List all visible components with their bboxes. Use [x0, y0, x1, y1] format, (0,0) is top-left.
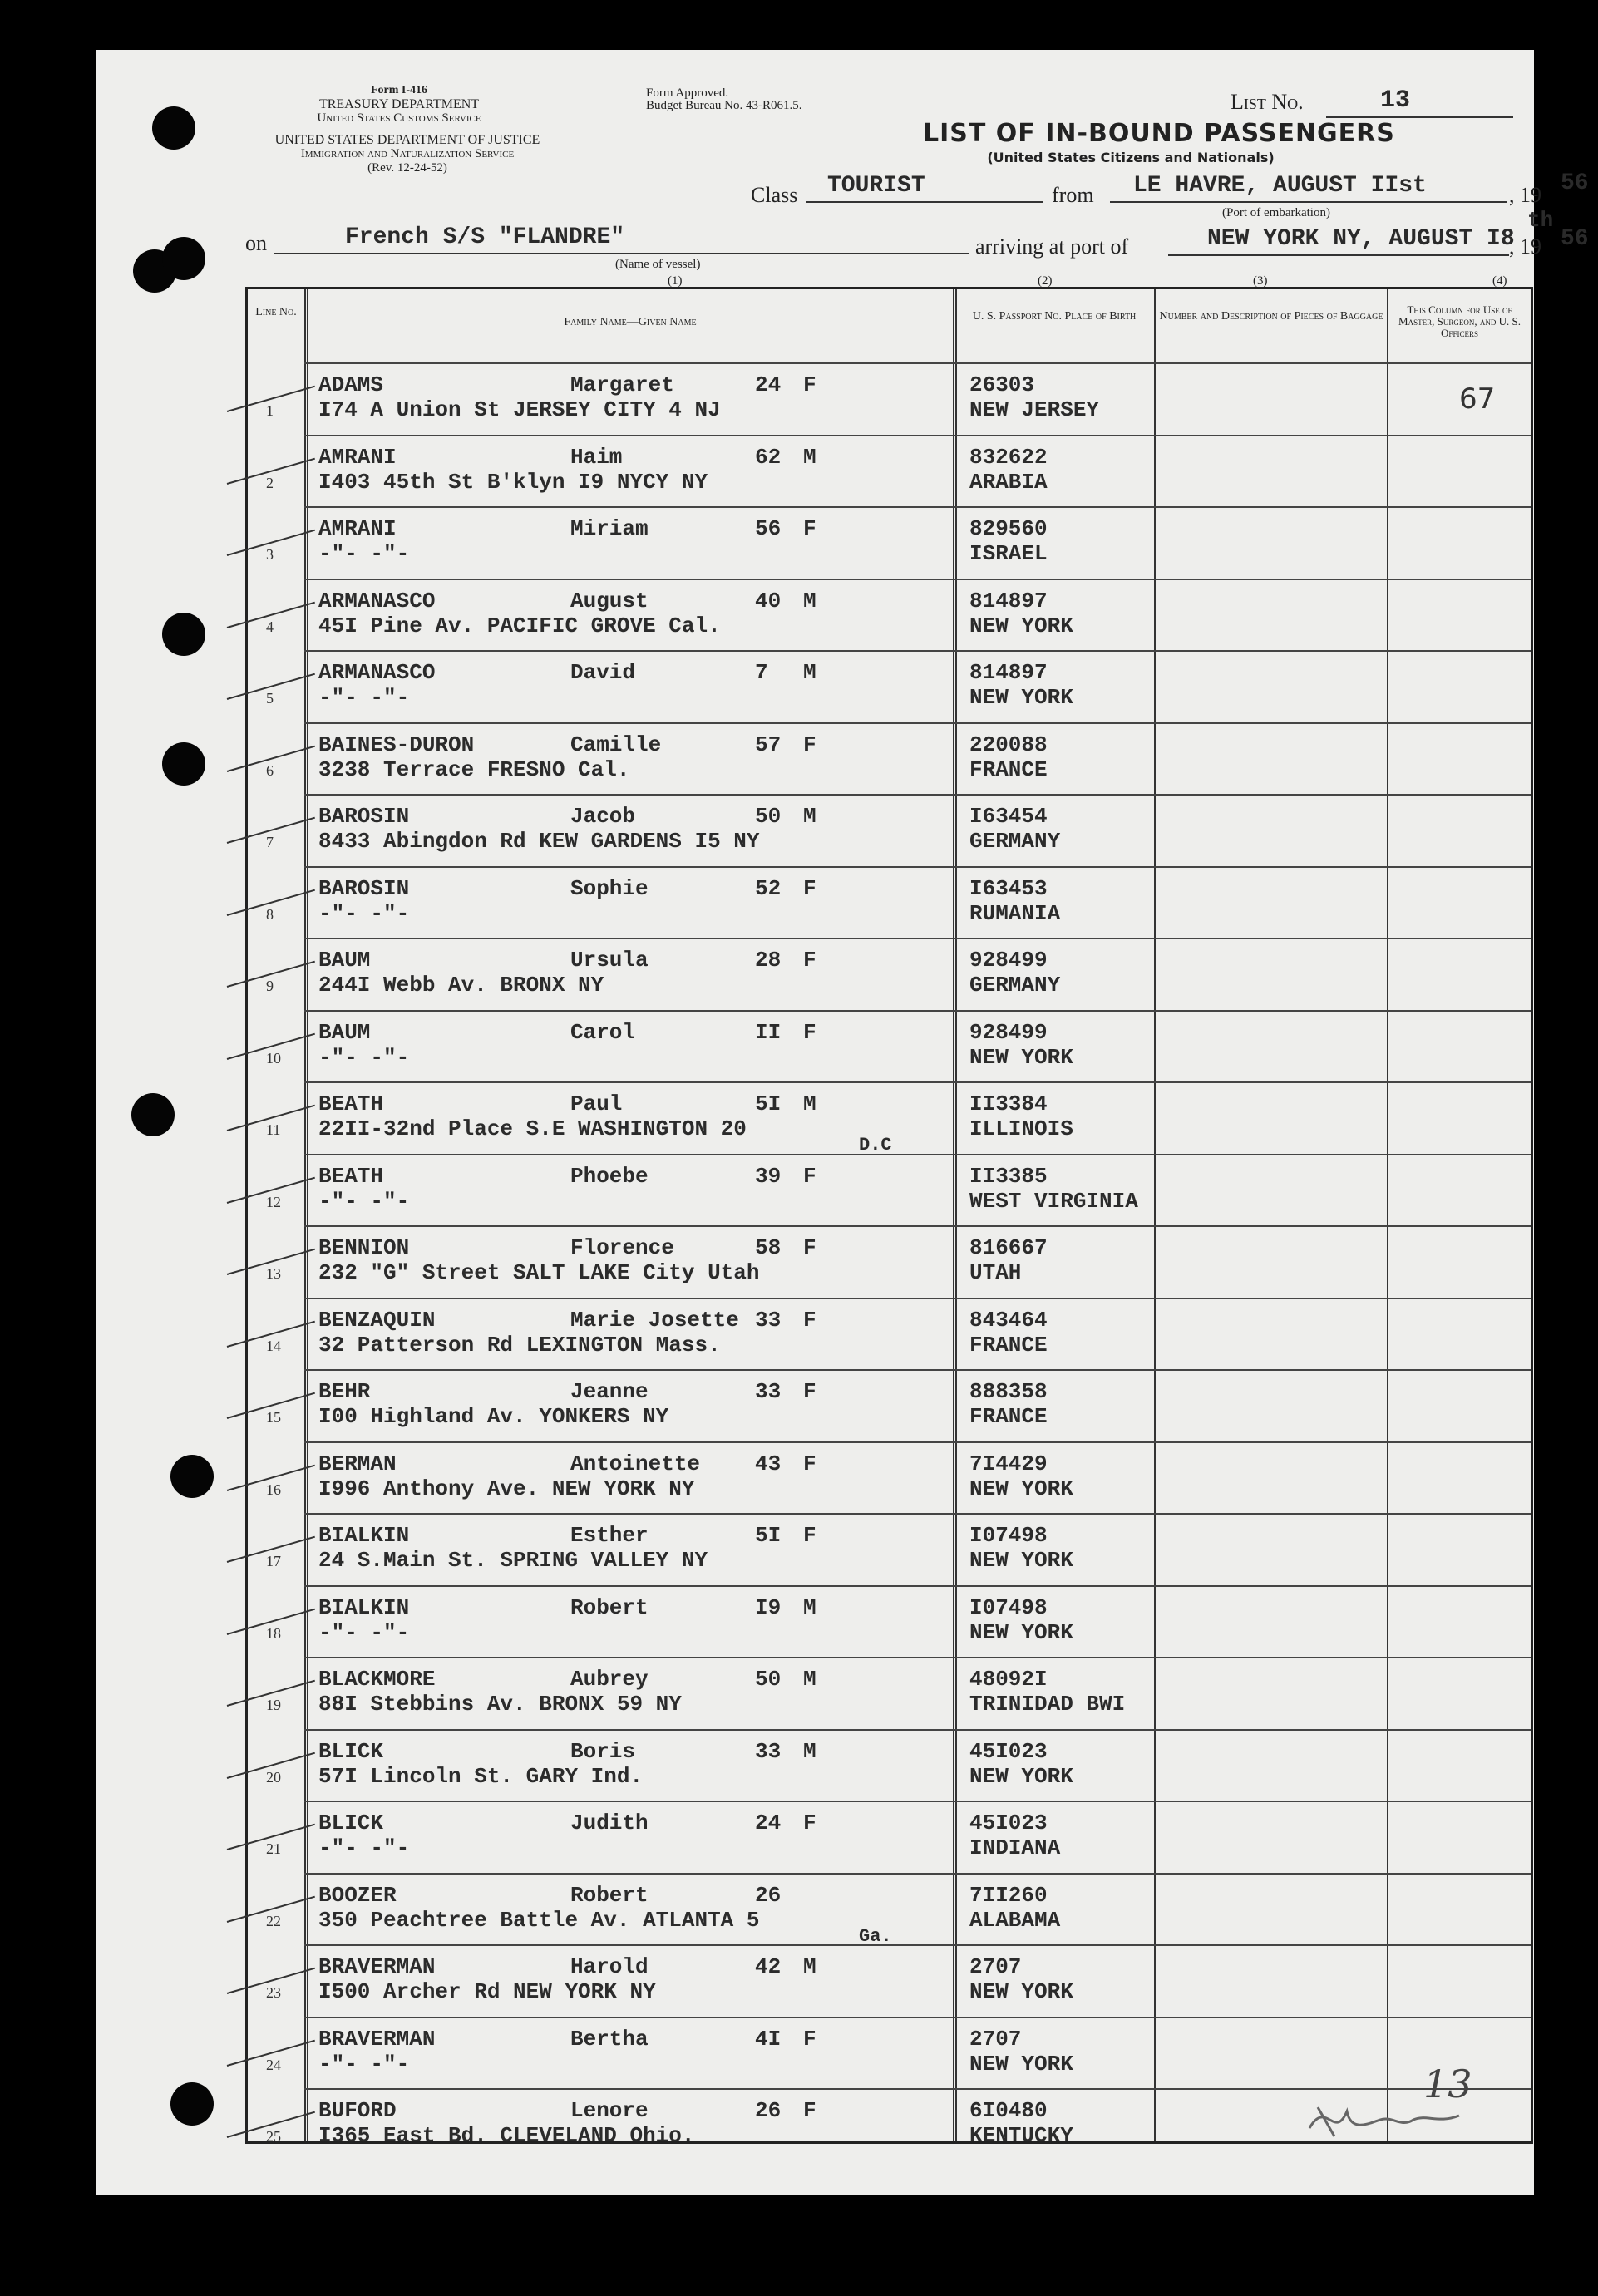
passport-number: I07498 — [969, 1594, 1048, 1620]
place-of-birth: NEW YORK — [969, 685, 1073, 710]
sex: F — [803, 2098, 816, 2123]
table-row — [248, 1873, 1531, 1945]
class-value: TOURIST — [827, 173, 925, 199]
family-name: BAINES-DURON — [318, 732, 475, 757]
line-number: 25 — [266, 2128, 281, 2145]
address: -"- -"- — [318, 685, 410, 710]
address: -"- -"- — [318, 1188, 410, 1214]
passport-number: II3385 — [969, 1163, 1048, 1189]
given-name: Sophie — [570, 875, 649, 901]
form-block — [274, 83, 524, 126]
from-value: LE HAVRE, AUGUST IIst — [1133, 173, 1427, 199]
age: 52 — [755, 875, 782, 901]
year-1: 56 — [1561, 170, 1589, 196]
age: 33 — [755, 1307, 782, 1333]
document-page — [96, 50, 1589, 2195]
officer-signature-icon — [1301, 2091, 1467, 2149]
table-row — [248, 1441, 1531, 1514]
given-name: Antoinette — [570, 1451, 701, 1476]
family-name: BOOZER — [318, 1882, 397, 1908]
ins-service: Immigration and Naturalization Service — [300, 147, 515, 160]
line-number: 23 — [266, 1984, 281, 2001]
form-approved: Form Approved. — [646, 86, 729, 100]
given-name: Robert — [570, 1594, 649, 1620]
line-number: 12 — [266, 1193, 281, 1210]
age: 5I — [755, 1523, 782, 1548]
age: 24 — [755, 372, 782, 397]
line-number: 18 — [266, 1624, 281, 1642]
passport-number: 832622 — [969, 444, 1048, 470]
sex: M — [803, 660, 816, 685]
table-row — [248, 1801, 1531, 1873]
sex: M — [803, 444, 816, 470]
passport-number: 48092I — [969, 1667, 1048, 1692]
given-name: Harold — [570, 1954, 649, 1979]
address: 45I Pine Av. PACIFIC GROVE Cal. — [318, 613, 721, 638]
family-name: BLICK — [318, 1811, 384, 1835]
age: 40 — [755, 588, 782, 613]
age: 39 — [755, 1163, 782, 1189]
age: 50 — [755, 1667, 782, 1692]
family-name: BLACKMORE — [318, 1667, 436, 1692]
family-name: BEHR — [318, 1379, 371, 1404]
passport-number: 26303 — [969, 372, 1035, 397]
sex: F — [803, 1811, 816, 1835]
col-num-2: (2) — [1038, 274, 1053, 288]
year-prefix-2: , 19 — [1509, 234, 1541, 259]
address: 3238 Terrace FRESNO Cal. — [318, 756, 630, 782]
given-name: Judith — [570, 1811, 649, 1835]
address: 350 Peachtree Battle Av. ATLANTA 5 — [318, 1907, 760, 1933]
address: -"- -"- — [318, 1044, 410, 1070]
table-row — [248, 1729, 1531, 1801]
address: 24 S.Main St. SPRING VALLEY NY — [318, 1548, 708, 1573]
place-of-birth: WEST VIRGINIA — [969, 1188, 1138, 1214]
sex: F — [803, 732, 816, 757]
place-of-birth: NEW YORK — [969, 1044, 1073, 1070]
place-of-birth: NEW YORK — [969, 2051, 1073, 2077]
family-name: BAUM — [318, 948, 371, 973]
arriving-label: arriving at port of — [975, 234, 1129, 259]
sex: F — [803, 948, 816, 973]
line-number: 21 — [266, 1840, 281, 1857]
age: I9 — [755, 1594, 782, 1620]
passenger-table — [245, 287, 1533, 2148]
passport-number: II3384 — [969, 1091, 1048, 1116]
vessel-name: French S/S "FLANDRE" — [345, 224, 625, 250]
binder-hole-icon — [152, 106, 195, 150]
table-row — [248, 722, 1531, 795]
arrival-port: NEW YORK NY, AUGUST I8 — [1207, 226, 1515, 252]
place-of-birth: TRINIDAD BWI — [969, 1692, 1126, 1717]
col-header-passport: U. S. Passport No. Place of Birth — [972, 310, 1137, 323]
line-number: 16 — [266, 1481, 281, 1498]
line-number: 13 — [266, 1265, 281, 1282]
address: -"- -"- — [318, 541, 410, 566]
passport-number: I63454 — [969, 804, 1048, 829]
given-name: Bertha — [570, 2026, 649, 2052]
place-of-birth: NEW YORK — [969, 1979, 1073, 2004]
from-label: from — [1052, 183, 1094, 207]
place-of-birth: FRANCE — [969, 1404, 1048, 1429]
place-of-birth: NEW YORK — [969, 1619, 1073, 1645]
sex: F — [803, 1163, 816, 1189]
line-number: 24 — [266, 2056, 281, 2073]
customs-service: United States Customs Service — [317, 111, 481, 125]
given-name: Esther — [570, 1523, 649, 1548]
sex: F — [803, 516, 816, 541]
address: I74 A Union St JERSEY CITY 4 NJ — [318, 397, 721, 422]
col-num-4: (4) — [1492, 274, 1507, 288]
age: 33 — [755, 1738, 782, 1764]
table-row — [248, 1225, 1531, 1298]
passport-number: 816667 — [969, 1235, 1048, 1260]
age: 50 — [755, 804, 782, 829]
family-name: ADAMS — [318, 372, 384, 397]
family-name: BENZAQUIN — [318, 1307, 436, 1333]
line-number: 1 — [266, 402, 274, 419]
given-name: Margaret — [570, 372, 674, 397]
passport-number: 814897 — [969, 660, 1048, 685]
place-of-birth: NEW YORK — [969, 1548, 1073, 1573]
age: 5I — [755, 1091, 782, 1116]
sex: M — [803, 804, 816, 829]
passport-number: I07498 — [969, 1523, 1048, 1548]
address: 57I Lincoln St. GARY Ind. — [318, 1763, 644, 1789]
address-cont: Ga. — [859, 1925, 892, 1947]
page-subtitle: (United States Citizens and Nationals) — [987, 150, 1275, 165]
table-row — [248, 579, 1531, 651]
col-header-line-no: Line No. — [255, 306, 297, 318]
age: 58 — [755, 1235, 782, 1260]
given-name: Robert — [570, 1882, 649, 1908]
place-of-birth: RUMANIA — [969, 900, 1061, 926]
address: -"- -"- — [318, 1835, 410, 1860]
place-of-birth: NEW YORK — [969, 1763, 1073, 1789]
address: 244I Webb Av. BRONX NY — [318, 973, 604, 998]
table-row — [248, 1081, 1531, 1154]
given-name: Haim — [570, 444, 623, 470]
given-name: Boris — [570, 1738, 636, 1764]
place-of-birth: ALABAMA — [969, 1907, 1061, 1933]
place-of-birth: NEW YORK — [969, 1476, 1073, 1501]
passport-number: 2707 — [969, 2026, 1022, 2052]
family-name: BEATH — [318, 1163, 384, 1189]
age: 43 — [755, 1451, 782, 1476]
line-number: 8 — [266, 905, 274, 923]
sex: M — [803, 1667, 816, 1692]
place-of-birth: ARABIA — [969, 469, 1048, 495]
given-name: August — [570, 588, 649, 613]
age: 33 — [755, 1379, 782, 1404]
address: -"- -"- — [318, 1619, 410, 1645]
line-number: 3 — [266, 546, 274, 563]
bottom-page-count: 13 — [1423, 2062, 1472, 2106]
age: 28 — [755, 948, 782, 973]
place-of-birth: KENTUCKY — [969, 2123, 1073, 2148]
age: 24 — [755, 1811, 782, 1835]
line-number: 17 — [266, 1553, 281, 1569]
passport-number: 2707 — [969, 1954, 1022, 1979]
family-name: BAROSIN — [318, 875, 410, 901]
page-title: LIST OF IN-BOUND PASSENGERS — [923, 119, 1395, 148]
justice-dept: UNITED STATES DEPARTMENT OF JUSTICE — [274, 133, 540, 147]
table-row — [248, 1298, 1531, 1370]
given-name: Jacob — [570, 804, 636, 829]
family-name: BIALKIN — [318, 1523, 410, 1548]
age: 42 — [755, 1954, 782, 1979]
table-row — [248, 1944, 1531, 2017]
address: I996 Anthony Ave. NEW YORK NY — [318, 1476, 695, 1501]
passport-number: 45I023 — [969, 1811, 1048, 1835]
table-row — [248, 794, 1531, 866]
col-header-name: Family Name—Given Name — [564, 316, 697, 328]
place-of-birth: GERMANY — [969, 829, 1061, 854]
sex: M — [803, 1954, 816, 1979]
sex: M — [803, 1091, 816, 1116]
given-name: Jeanne — [570, 1379, 649, 1404]
place-of-birth: FRANCE — [969, 756, 1048, 782]
address: 22II-32nd Place S.E WASHINGTON 20 — [318, 1116, 747, 1141]
place-of-birth: GERMANY — [969, 973, 1061, 998]
place-of-birth: FRANCE — [969, 1332, 1048, 1357]
family-name: BAROSIN — [318, 804, 410, 829]
table-row — [248, 1657, 1531, 1729]
family-name: AMRANI — [318, 516, 397, 541]
address: I500 Archer Rd NEW YORK NY — [318, 1979, 656, 2004]
given-name: Phoebe — [570, 1163, 649, 1189]
place-of-birth: ILLINOIS — [969, 1116, 1073, 1141]
passport-number: 843464 — [969, 1307, 1048, 1333]
address: -"- -"- — [318, 2051, 410, 2077]
address: 232 "G" Street SALT LAKE City Utah — [318, 1260, 760, 1285]
age: 56 — [755, 516, 782, 541]
line-number: 10 — [266, 1049, 281, 1067]
binder-hole-icon — [162, 613, 205, 656]
family-name: BEATH — [318, 1091, 384, 1116]
on-label: on — [245, 231, 267, 255]
binder-hole-icon — [131, 1093, 175, 1136]
sex: F — [803, 1523, 816, 1548]
sex: F — [803, 2026, 816, 2052]
table-row — [248, 362, 1531, 435]
table-row — [248, 1369, 1531, 1441]
year-2: 56 — [1561, 226, 1589, 252]
place-of-birth: ISRAEL — [969, 541, 1048, 566]
age: II — [755, 1019, 782, 1045]
place-of-birth: UTAH — [969, 1260, 1022, 1285]
line-number: 9 — [266, 978, 274, 994]
family-name: AMRANI — [318, 444, 397, 470]
line-number: 11 — [266, 1121, 281, 1138]
line-number: 15 — [266, 1409, 281, 1426]
col-header-officers: This Column for Use of Master, Surgeon, and U. S. Officers — [1398, 303, 1521, 339]
family-name: ARMANASCO — [318, 660, 436, 685]
place-of-birth: INDIANA — [969, 1835, 1061, 1860]
table-row — [248, 650, 1531, 722]
passport-number: 7I4429 — [969, 1451, 1048, 1476]
binder-hole-icon — [162, 742, 205, 786]
family-name: BUFORD — [318, 2098, 397, 2123]
address: I403 45th St B'klyn I9 NYCY NY — [318, 469, 708, 495]
col-num-1: (1) — [668, 274, 683, 288]
binder-hole-icon — [170, 2082, 214, 2126]
given-name: Camille — [570, 732, 662, 757]
col-header-baggage: Number and Description of Pieces of Baggage — [1159, 310, 1383, 323]
table-row — [248, 1513, 1531, 1585]
table-row — [248, 1010, 1531, 1082]
given-name: Marie Josette — [570, 1307, 739, 1333]
sex: F — [803, 1019, 816, 1045]
given-name: Florence — [570, 1235, 674, 1260]
sex: F — [803, 1379, 816, 1404]
age: 4I — [755, 2026, 782, 2052]
approval-block — [646, 87, 801, 112]
year-prefix-1: , 19 — [1509, 183, 1541, 207]
family-name: BERMAN — [318, 1451, 397, 1476]
place-of-birth: NEW JERSEY — [969, 397, 1100, 422]
table-row — [248, 1585, 1531, 1658]
treasury-dept: TREASURY DEPARTMENT — [318, 97, 480, 111]
justice-block — [241, 133, 574, 175]
line-number: 7 — [266, 834, 274, 850]
sex: F — [803, 1235, 816, 1260]
address-cont: D.C — [859, 1135, 892, 1155]
given-name: Aubrey — [570, 1667, 649, 1692]
passport-number: 928499 — [969, 1019, 1048, 1045]
class-label: Class — [751, 183, 798, 207]
table-row — [248, 435, 1531, 507]
passport-number: 45I023 — [969, 1738, 1048, 1764]
table-row — [248, 2017, 1531, 2089]
binder-hole-icon — [170, 1455, 214, 1498]
passport-number: 220088 — [969, 732, 1048, 757]
line-number: 5 — [266, 690, 274, 707]
list-no-label: List No. — [1231, 90, 1304, 114]
passport-number: 7II260 — [969, 1882, 1048, 1908]
budget-bureau: Budget Bureau No. 43-R061.5. — [646, 99, 802, 112]
sex: M — [803, 588, 816, 613]
family-name: BRAVERMAN — [318, 1954, 436, 1979]
line-number: 4 — [266, 618, 274, 635]
sex: F — [803, 1451, 816, 1476]
address: I00 Highland Av. YONKERS NY — [318, 1404, 669, 1429]
place-of-birth: NEW YORK — [969, 613, 1073, 638]
address: 8433 Abingdon Rd KEW GARDENS I5 NY — [318, 829, 760, 854]
family-name: BLICK — [318, 1738, 384, 1764]
age: 26 — [755, 1882, 782, 1908]
family-name: BIALKIN — [318, 1594, 410, 1620]
table-row — [248, 506, 1531, 579]
line-number: 6 — [266, 761, 274, 779]
line-number: 14 — [266, 1337, 281, 1354]
binder-hole-icon — [162, 237, 205, 280]
family-name: BAUM — [318, 1019, 371, 1045]
line-number: 19 — [266, 1697, 281, 1713]
table-row — [248, 1154, 1531, 1226]
arrival-th: th — [1527, 208, 1554, 233]
given-name: Miriam — [570, 516, 649, 541]
given-name: Ursula — [570, 948, 649, 973]
family-name: BRAVERMAN — [318, 2026, 436, 2052]
address: 88I Stebbins Av. BRONX 59 NY — [318, 1692, 682, 1717]
passport-number: 829560 — [969, 516, 1048, 541]
line-number: 20 — [266, 1768, 281, 1786]
passport-number: 814897 — [969, 588, 1048, 613]
address: -"- -"- — [318, 900, 410, 926]
given-name: Paul — [570, 1091, 623, 1116]
table-row — [248, 866, 1531, 939]
sex: F — [803, 372, 816, 397]
revision-date: (Rev. 12-24-52) — [367, 161, 447, 175]
line-number: 2 — [266, 474, 274, 491]
passport-number: 888358 — [969, 1379, 1048, 1404]
address: 32 Patterson Rd LEXINGTON Mass. — [318, 1332, 721, 1357]
form-number: Form I-416 — [370, 84, 428, 96]
col-num-3: (3) — [1253, 274, 1268, 288]
port-embark-note: (Port of embarkation) — [1222, 206, 1330, 219]
table-row — [248, 938, 1531, 1010]
age: 62 — [755, 444, 782, 470]
sex: M — [803, 1594, 816, 1620]
age: 7 — [755, 660, 768, 685]
family-name: ARMANASCO — [318, 588, 436, 613]
vessel-note: (Name of vessel) — [615, 258, 701, 271]
line-number: 22 — [266, 1912, 281, 1929]
age: 57 — [755, 732, 782, 757]
given-name: David — [570, 660, 636, 685]
address: I365 East Bd. CLEVELAND Ohio. — [318, 2123, 695, 2148]
age: 26 — [755, 2098, 782, 2123]
sex: F — [803, 875, 816, 901]
sex: F — [803, 1307, 816, 1333]
sex: M — [803, 1738, 816, 1764]
passport-number: 928499 — [969, 948, 1048, 973]
family-name: BENNION — [318, 1235, 410, 1260]
given-name: Carol — [570, 1019, 636, 1045]
list-no-value: 13 — [1380, 86, 1411, 115]
passenger-count-note: 67 — [1459, 382, 1496, 416]
passport-number: I63453 — [969, 875, 1048, 901]
given-name: Lenore — [570, 2098, 649, 2123]
passport-number: 6I0480 — [969, 2098, 1048, 2123]
